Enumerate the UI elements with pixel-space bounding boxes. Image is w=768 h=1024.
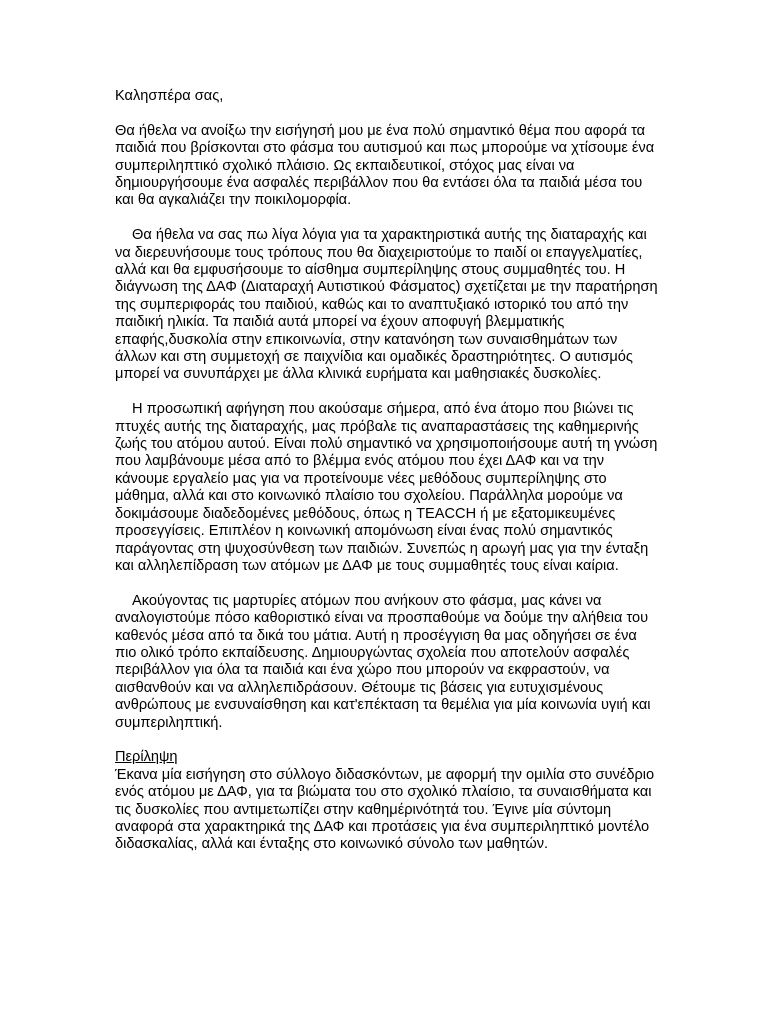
document-page (115, 88, 660, 854)
summary-heading: Περίληψη (115, 749, 178, 766)
summary-text: Έκανα μία εισήγηση στο σύλλογο διδασκόντων, με αφορμή την ομιλία στο συνέδριο ενός ατόμου με ΔΑΦ, για τα βιώματα του στο σχολικό πλαίσιο, τα συναισθήματα και τις δυσκολίες που αντιμετωπίζει στην καθημέρινότητά του. Έγινε μία σύντομη αναφορά στα χαρακτηρικά της ΔΑΦ και προτάσεις για ένα συμπεριληπτικό μοντέλο διδασκαλίας, αλλά και ένταξης στο κοινωνικό σύνολο των μαθητών. (115, 766, 655, 853)
paragraph-characteristics: Θα ήθελα να σας πω λίγα λόγια για τα χαρακτηριστικά αυτής της διαταραχής και να διερευνήσουμε τους τρόπους που θα διαχειριστούμε το παιδί οι επαγγελματίες, αλλά και θα εμφυσήσουμε το αίσθημα συμπερίληψης στους συμμαθητές του. Η διάγνωση της ΔΑΦ (Διαταραχή Αυτιστικού Φάσματος) σχετίζεται με την παρατήρηση της συμπεριφοράς του παιδιού, καθώς και το αναπτυξιακό ιστορικό του από την παιδική ηλικία. Τα παιδιά αυτά μπορεί να έχουν αποφυγή βλεμματικής επαφής,δυσκολία στην επικοινωνία, στην κατανόηση των συναισθημάτων των άλλων και στη συμμετοχή σε παιχνίδια και ομαδικές δραστηριότητες. Ο αυτισμός μπορεί να συνυπάρχει με άλλα κλινικά ευρήματα και μαθησιακές δυσκολίες. (115, 227, 658, 383)
paragraph-personal-narrative: Η προσωπική αφήγηση που ακούσαμε σήμερα, από ένα άτομο που βιώνει τις πτυχές αυτής της διαταραχής, μας πρόβαλε τις αναπαραστάσεις της καθημερινής ζωής του ατόμου αυτού. Είναι πολύ σημαντικό να χρησιμοποιήσουμε αυτή τη γνώση που λαμβάνουμε μέσα από το βλέμμα ενός ατόμου που έχει ΔΑΦ και να την κάνουμε εργαλείο μας για να προτείνουμε νέες μεθόδους συμπερίληψης στο μάθημα, αλλά και στο κοινωνικό πλαίσιο του σχολείου. Παράλληλα μορούμε να δοκιμάσουμε διαδεδομένες μεθόδους, όπως η TEACCH ή με εξατομικευμένες προσεγγίσεις. Επιπλέον η κοινωνική απομόνωση είναι ένας πολύ σημαντικός παράγοντας στη ψυχοσύνθεση των παιδιών. Συνεπώς η αρωγή μας για την ένταξη και αλληλεπίδραση των ατόμων με ΔΑΦ με τους συμμαθητές τους είναι καίρια. (115, 401, 658, 574)
greeting-line: Καλησπέρα σας, (115, 88, 224, 104)
paragraph-introduction: Θα ήθελα να ανοίξω την εισήγησή μου με ένα πολύ σημαντικό θέμα που αφορά τα παιδιά που βρίσκονται στο φάσμα του αυτισμού και πως μπορούμε να χτίσουμε ένα συμπεριληπτικό σχολικό πλάισιο. Ως εκπαιδευτικοί, στόχος μας είναι να δημιουργήσουμε ένα ασφαλές περιβάλλον που θα εντάσει όλα τα παιδιά μέσα του και θα αγκαλιάζει την ποικιλομορφία. (115, 122, 655, 209)
summary-section (115, 749, 660, 853)
paragraph-conclusion: Ακούγοντας τις μαρτυρίες ατόμων που ανήκουν στο φάσμα, μας κάνει να αναλογιστούμε πόσο καθοριστικό είναι να προσπαθούμε να δούμε την αλήθεια του καθενός μέσα από τα δικά του μάτια. Αυτή η προσέγγιση θα μας οδηγήσει σε ένα πιο ολικό τρόπο εκπαίδευσης. Δημιουργώντας σχολεία που αποτελούν ασφαλές περιβάλλον για όλα τα παιδιά και ένα χώρο που μπορούν να εκφραστούν, να αισθανθούν και να αλληλεπιδράσουν. Θέτουμε τις βάσεις για ευτυχισμένους ανθρώπους με ενσυναίσθηση και κατ'επέκταση τα θεμέλια για μία κοινωνία υγιή και συμπεριληπτική. (115, 592, 651, 731)
